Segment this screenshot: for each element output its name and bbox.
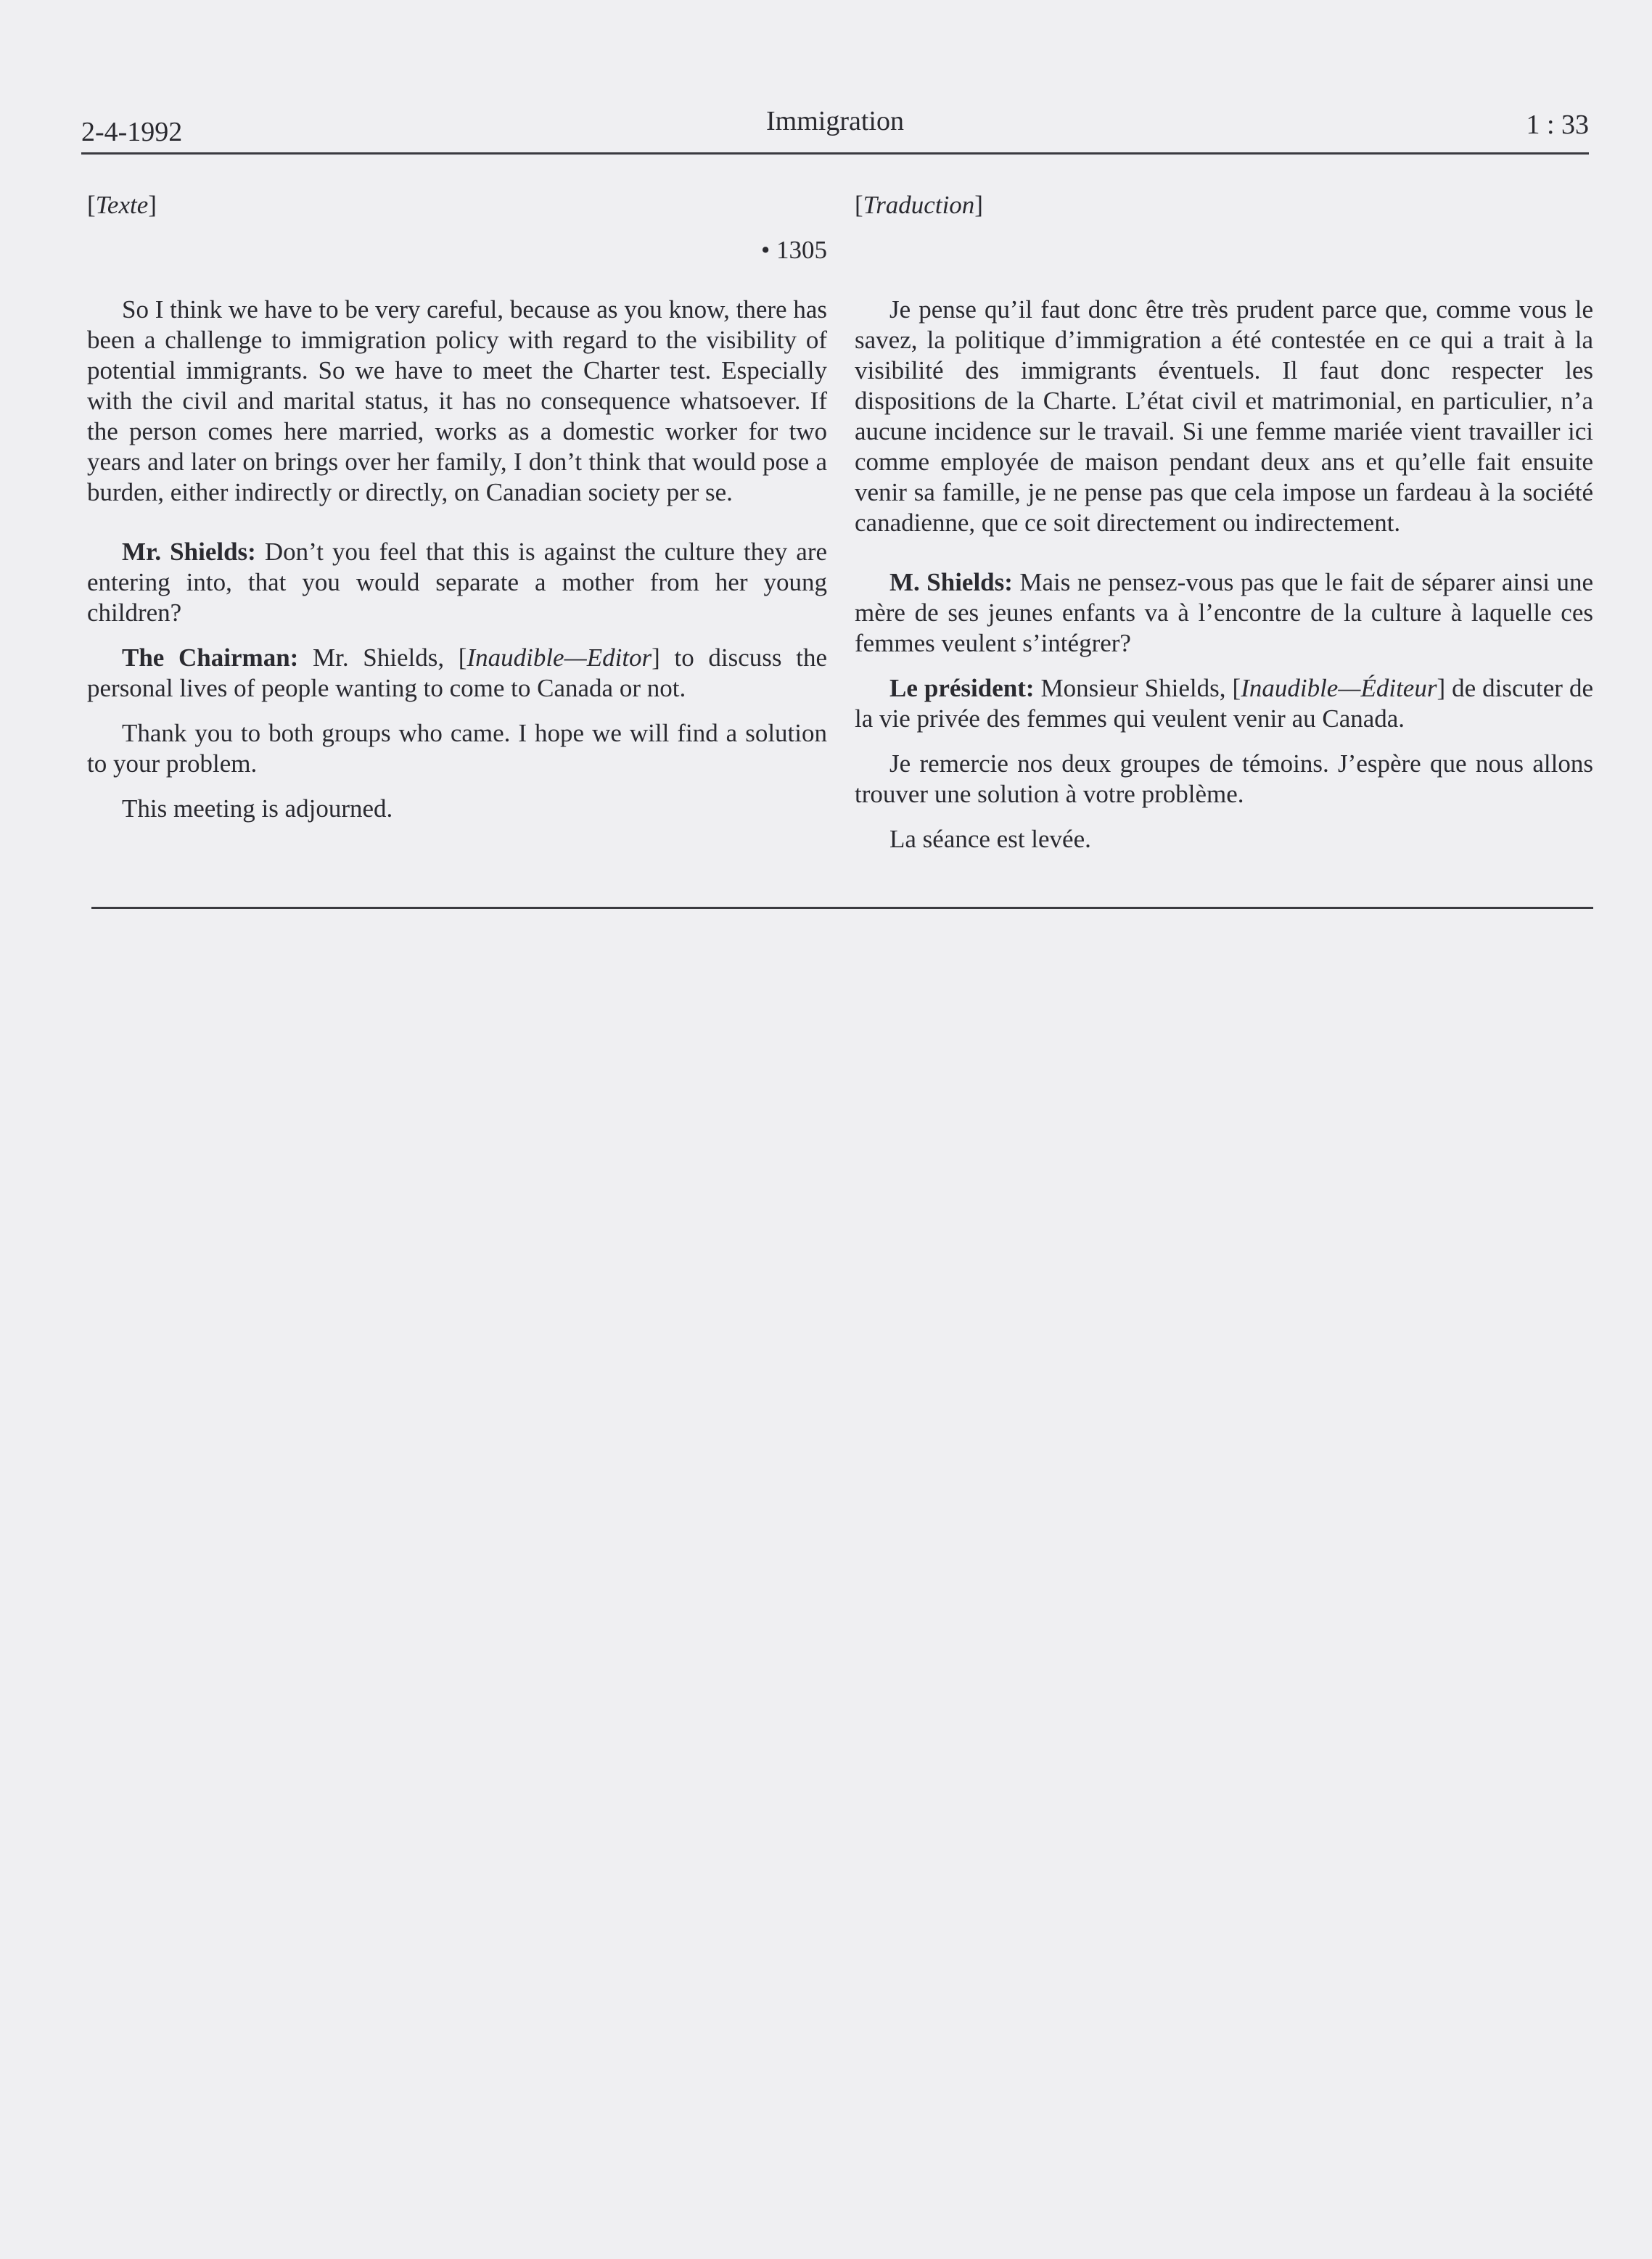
english-paragraph-4: Thank you to both groups who came. I hope we will find a solution to your problem. <box>87 719 827 778</box>
bottom-rule <box>91 907 1593 909</box>
editor-note: Inaudible—Éditeur <box>1241 674 1437 702</box>
column-spacer <box>855 234 1593 283</box>
time-marker: • 1305 <box>760 236 827 264</box>
page-header <box>81 102 1589 155</box>
header-page-number: 1 : 33 <box>1526 110 1589 140</box>
speaker-name: M. Shields: <box>889 568 1013 596</box>
french-column <box>855 190 1593 869</box>
editor-note: Inaudible—Editor <box>467 643 652 672</box>
english-paragraph-3: The Chairman: Mr. Shields, [Inaudible—Editor] to discuss the personal lives of people wanting to come to Canada or not. <box>87 643 827 702</box>
english-language-tag: [Texte] <box>87 191 157 219</box>
french-language-tag: [Traduction] <box>855 191 983 219</box>
english-paragraph-2: Mr. Shields: Don’t you feel that this is against the culture they are entering into, that you would separate a mother from her young children? <box>87 538 828 627</box>
french-paragraph-1: Je pense qu’il faut donc être très prudent parce que, comme vous le savez, la politique d’immigration a été contestée en ce qui a trait à la visibilité des immigrants éventuels. Il faut donc respecter les dispositions de la Charte. L’état civil et matrimonial, en particulier, n’a aucune incidence sur le travail. Si une femme mariée vient travailler ici comme employée de maison pendant deux ans et qu’elle fait ensuite venir sa famille, je ne pense pas que cela impose un fardeau à la société canadienne, que ce soit directement ou indirectement. <box>855 295 1593 537</box>
speaker-name: Le président: <box>889 674 1035 702</box>
speaker-name: Mr. Shields: <box>122 538 256 566</box>
french-paragraph-2: M. Shields: Mais ne pensez-vous pas que le fait de séparer ainsi une mère de ses jeunes enfants va à l’encontre de la culture à laquelle ces femmes veulent s’intégrer? <box>855 568 1593 657</box>
french-paragraph-5: La séance est levée. <box>889 825 1091 853</box>
english-column <box>87 190 827 839</box>
speaker-name: The Chairman: <box>122 643 299 672</box>
french-paragraph-3: Le président: Monsieur Shields, [Inaudible—Éditeur] de discuter de la vie privée des femmes qui veulent venir au Canada. <box>855 674 1593 733</box>
english-paragraph-1: So I think we have to be very careful, because as you know, there has been a challenge to immigration policy with regard to the visibility of potential immigrants. So we have to meet the Charter test. Especially with the civil and marital status, it has no consequence whatsoever. If the person comes here married, works as a domestic worker for two years and later on brings over her family, I don’t think that would pose a burden, either indirectly or directly, on Canadian society per se. <box>87 295 827 506</box>
english-paragraph-5: This meeting is adjourned. <box>122 794 393 823</box>
french-paragraph-4: Je remercie nos deux groupes de témoins. J’espère que nous allons trouver une solution à votre problème. <box>855 749 1593 808</box>
header-date: 2-4-1992 <box>81 117 183 147</box>
header-title: Immigration <box>766 106 904 136</box>
